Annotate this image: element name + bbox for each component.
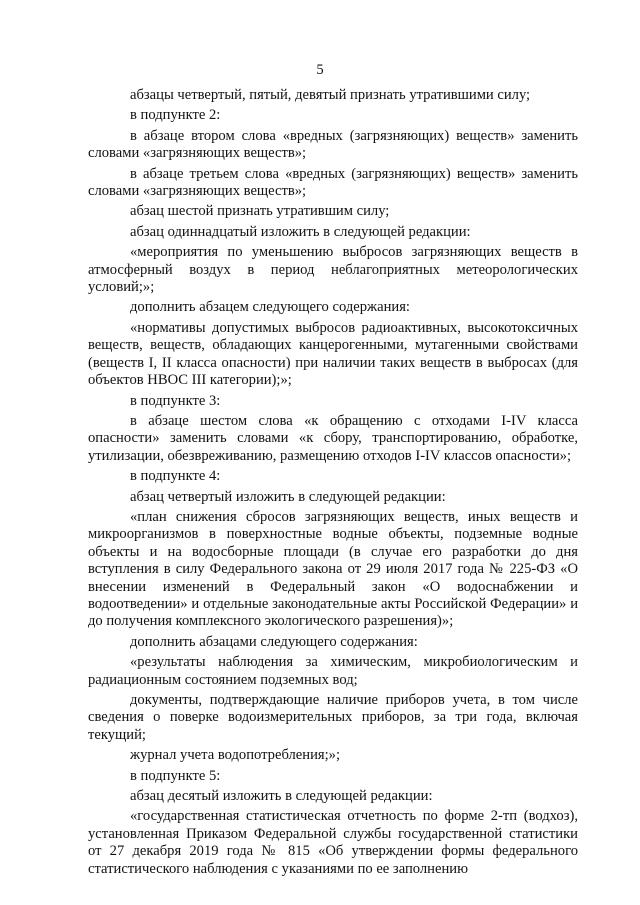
- paragraph: в подпункте 3:: [130, 392, 221, 409]
- paragraph: «мероприятия по уменьшению выбросов загрязняющих веществ в атмосферный воздух в период неблагоприятных метеорологических условий;»;: [88, 244, 578, 296]
- paragraph: в абзаце втором слова «вредных (загрязняющих) веществ» заменить словами «загрязняющих веществ»;: [88, 127, 578, 162]
- page-number: 5: [316, 62, 324, 78]
- paragraph: дополнить абзацами следующего содержания:: [130, 633, 418, 650]
- paragraph: в абзаце третьем слова «вредных (загрязняющих) веществ» заменить словами «загрязняющих веществ»;: [88, 165, 578, 200]
- paragraph: абзац десятый изложить в следующей редакции:: [130, 788, 433, 805]
- paragraph: в подпункте 5:: [130, 767, 221, 784]
- paragraph: документы, подтверждающие наличие приборов учета, в том числе сведения о поверке водоизмерительных приборов, за три года, включая текущий;: [88, 692, 578, 743]
- paragraph: в подпункте 4:: [130, 468, 221, 485]
- paragraph: «государственная статистическая отчетность по форме 2-тп (водхоз), установленная Приказом Федеральной службы государственной статистики от 27 декабря 2019 года № 815 «Об утверждении формы федерального статистического наблюдения с указаниями по ее заполнению: [88, 808, 578, 877]
- paragraph: «результаты наблюдения за химическим, микробиологическим и радиационным состоянием подземных вод;: [88, 654, 578, 688]
- paragraph: абзацы четвертый, пятый, девятый признать утратившими силу;: [130, 87, 531, 103]
- document-body: [88, 87, 578, 878]
- paragraph: абзац шестой признать утратившим силу;: [130, 203, 390, 220]
- paragraph: абзац одиннадцатый изложить в следующей редакции:: [130, 223, 471, 240]
- paragraph: в подпункте 2:: [130, 107, 221, 124]
- paragraph: журнал учета водопотребления;»;: [130, 747, 341, 764]
- paragraph: дополнить абзацем следующего содержания:: [130, 299, 410, 316]
- paragraph: «нормативы допустимых выбросов радиоактивных, высокотоксичных веществ, веществ, обладающих канцерогенными, мутагенными свойствами (веществ I, II класса опасности) при наличии таких веществ в выбросах (для объектов НВОС III категории);»;: [88, 319, 578, 389]
- paragraph: абзац четвертый изложить в следующей редакции:: [130, 488, 446, 505]
- paragraph: «план снижения сбросов загрязняющих веществ, иных веществ и микроорганизмов в поверхностные водные объекты, подземные водные объекты и на водосборные площади (в случае его разработки до дня вступления в силу Федерального закона от 29 июля 2017 года № 225-ФЗ «О внесении изменений в Федеральный закон «О водоснабжении и водоотведении» и отдельные законодательные акты Российской Федерации» и до получения комплексного экологического разрешения)»;: [88, 508, 578, 630]
- paragraph: в абзаце шестом слова «к обращению с отходами I-IV класса опасности» заменить словами «к сбору, транспортированию, обработке, утилизации, обезвреживанию, размещению отходов I-IV классов опасности»;: [88, 412, 578, 464]
